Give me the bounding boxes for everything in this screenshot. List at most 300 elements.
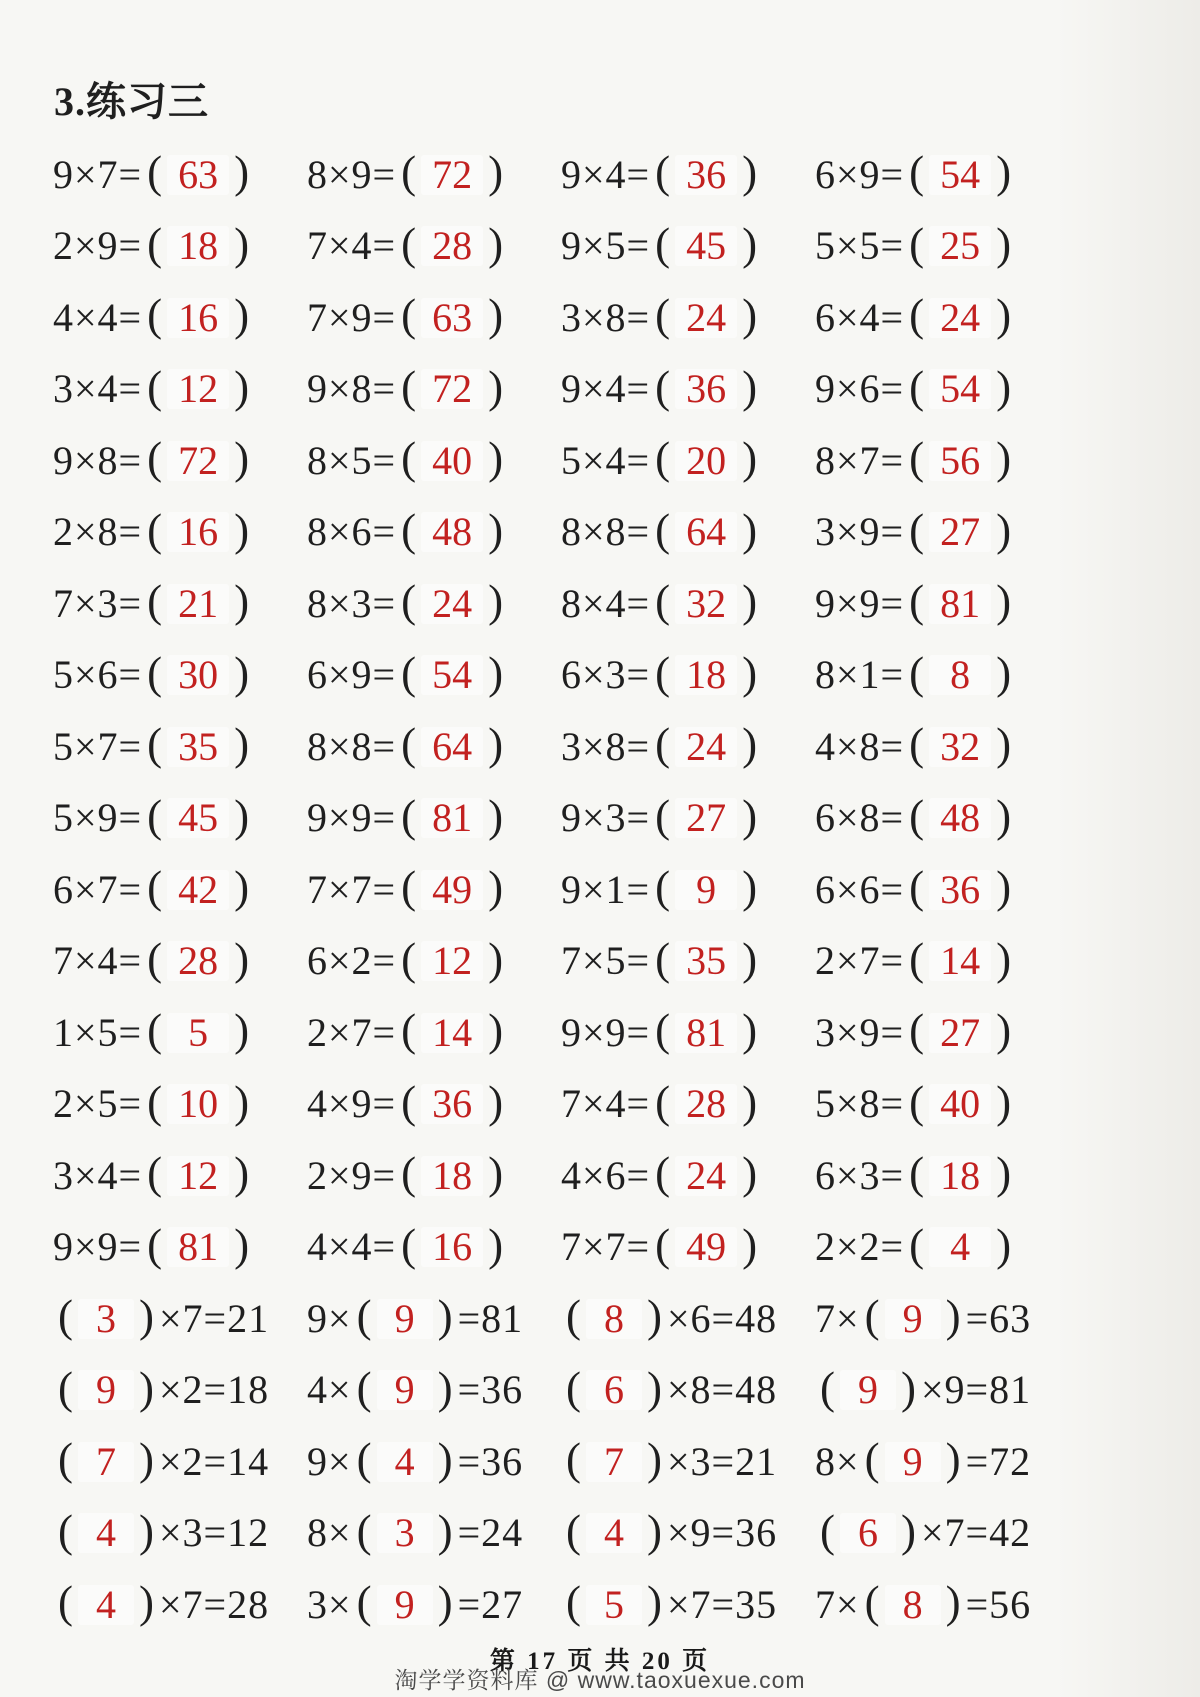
problem-expression: 7×3=	[53, 580, 143, 626]
close-paren-icon: )	[488, 290, 504, 341]
problem-answer: 18	[421, 1156, 483, 1196]
open-paren-icon: (	[356, 1434, 372, 1485]
fill-post-expression: ×3=12	[159, 1510, 270, 1556]
problem-expression: 5×5=	[815, 223, 905, 269]
fill-blank-item	[561, 1505, 815, 1556]
problem-answer: 18	[675, 655, 737, 695]
problem-expression: 4×8=	[815, 723, 905, 769]
problem-expression: 9×9=	[307, 795, 397, 841]
blank-answer: 7	[586, 1442, 642, 1482]
open-paren-icon: (	[909, 1076, 925, 1127]
problem-answer: 4	[929, 1227, 991, 1267]
close-paren-icon: )	[996, 1148, 1012, 1199]
close-paren-icon: )	[139, 1577, 154, 1628]
close-paren-icon: )	[234, 1148, 250, 1199]
problem-answer: 27	[929, 1013, 991, 1053]
problem-answer: 5	[167, 1013, 229, 1053]
problem-answer: 16	[167, 512, 229, 552]
fill-blank-item	[815, 1291, 1069, 1342]
close-paren-icon: )	[488, 218, 504, 269]
problem-expression: 5×9=	[53, 795, 143, 841]
problem-answer: 81	[421, 798, 483, 838]
problem-row	[53, 854, 1163, 926]
close-paren-icon: )	[234, 290, 250, 341]
problem-expression: 8×7=	[815, 437, 905, 483]
problem-expression: 2×7=	[307, 1009, 397, 1055]
close-paren-icon: )	[647, 1291, 662, 1342]
watermark: 淘学学资料库 @ www.taoxuexue.com	[394, 1667, 806, 1693]
problem-answer: 14	[929, 941, 991, 981]
open-paren-icon: (	[147, 576, 163, 627]
fill-post-expression: =27	[457, 1581, 524, 1627]
problem-expression: 7×7=	[307, 866, 397, 912]
close-paren-icon: )	[945, 1577, 961, 1628]
close-paren-icon: )	[945, 1434, 961, 1485]
fill-pre-expression: 7×	[815, 1295, 860, 1341]
problem-item	[561, 433, 815, 484]
problem-answer: 40	[421, 441, 483, 481]
close-paren-icon: )	[234, 218, 250, 269]
problem-expression: 9×9=	[815, 580, 905, 626]
close-paren-icon: )	[996, 647, 1012, 698]
problem-expression: 2×9=	[53, 223, 143, 269]
problem-item	[561, 361, 815, 412]
open-paren-icon: (	[655, 576, 671, 627]
open-paren-icon: (	[401, 1005, 417, 1056]
open-paren-icon: (	[58, 1291, 73, 1342]
blank-answer: 4	[586, 1513, 642, 1553]
open-paren-icon: (	[909, 1219, 925, 1270]
problem-expression: 9×1=	[561, 866, 651, 912]
problem-item	[307, 147, 561, 198]
problem-expression: 7×4=	[307, 223, 397, 269]
problem-item	[53, 1076, 307, 1127]
problem-answer: 18	[929, 1156, 991, 1196]
problem-answer: 56	[929, 441, 991, 481]
open-paren-icon: (	[401, 576, 417, 627]
fill-post-expression: =56	[965, 1581, 1032, 1627]
problem-answer: 32	[929, 727, 991, 767]
close-paren-icon: )	[234, 1005, 250, 1056]
problem-answer: 36	[929, 870, 991, 910]
close-paren-icon: )	[742, 790, 758, 841]
open-paren-icon: (	[655, 218, 671, 269]
problem-item	[307, 1148, 561, 1199]
problem-answer: 12	[421, 941, 483, 981]
open-paren-icon: (	[655, 1219, 671, 1270]
open-paren-icon: (	[909, 433, 925, 484]
fill-pre-expression: 9×	[307, 1438, 352, 1484]
open-paren-icon: (	[909, 290, 925, 341]
fill-blank-item	[307, 1362, 561, 1413]
open-paren-icon: (	[655, 1076, 671, 1127]
fill-pre-expression: 4×	[307, 1367, 352, 1413]
problem-expression: 8×8=	[307, 723, 397, 769]
open-paren-icon: (	[909, 719, 925, 770]
fill-post-expression: =36	[457, 1367, 524, 1413]
open-paren-icon: (	[655, 1148, 671, 1199]
open-paren-icon: (	[401, 719, 417, 770]
problem-item	[561, 719, 815, 770]
fill-blank-item	[307, 1577, 561, 1628]
open-paren-icon: (	[655, 719, 671, 770]
problem-item	[561, 647, 815, 698]
problem-expression: 2×2=	[815, 1224, 905, 1270]
problem-answer: 64	[421, 727, 483, 767]
open-paren-icon: (	[147, 504, 163, 555]
problem-expression: 7×7=	[561, 1224, 651, 1270]
blank-answer: 9	[377, 1585, 433, 1625]
open-paren-icon: (	[401, 218, 417, 269]
close-paren-icon: )	[488, 719, 504, 770]
problem-expression: 6×2=	[307, 938, 397, 984]
open-paren-icon: (	[566, 1505, 581, 1556]
close-paren-icon: )	[234, 719, 250, 770]
problem-item	[561, 290, 815, 341]
problem-row	[53, 282, 1163, 354]
fill-blank-item	[53, 1505, 307, 1556]
fill-pre-expression: 8×	[815, 1438, 860, 1484]
fill-blank-item	[53, 1362, 307, 1413]
open-paren-icon: (	[401, 933, 417, 984]
problem-answer: 24	[675, 1156, 737, 1196]
close-paren-icon: )	[647, 1505, 662, 1556]
problem-item	[53, 933, 307, 984]
problem-item	[561, 218, 815, 269]
problem-row	[53, 926, 1163, 998]
open-paren-icon: (	[909, 790, 925, 841]
problem-answer: 30	[167, 655, 229, 695]
close-paren-icon: )	[996, 218, 1012, 269]
fill-blank-row	[53, 1498, 1163, 1570]
problem-expression: 2×9=	[307, 1152, 397, 1198]
blank-answer: 3	[78, 1299, 134, 1339]
problem-expression: 4×6=	[561, 1152, 651, 1198]
problem-answer: 54	[929, 369, 991, 409]
open-paren-icon: (	[655, 933, 671, 984]
problem-answer: 24	[929, 298, 991, 338]
problem-answer: 10	[167, 1084, 229, 1124]
problem-item	[53, 647, 307, 698]
close-paren-icon: )	[996, 576, 1012, 627]
problem-item	[307, 290, 561, 341]
close-paren-icon: )	[647, 1434, 662, 1485]
problem-answer: 16	[167, 298, 229, 338]
open-paren-icon: (	[401, 790, 417, 841]
problem-item	[561, 1219, 815, 1270]
close-paren-icon: )	[234, 862, 250, 913]
problem-row	[53, 1069, 1163, 1141]
problem-answer: 8	[929, 655, 991, 695]
problem-expression: 9×3=	[561, 795, 651, 841]
problem-item	[307, 719, 561, 770]
problem-answer: 63	[421, 298, 483, 338]
problem-answer: 72	[167, 441, 229, 481]
close-paren-icon: )	[139, 1362, 154, 1413]
close-paren-icon: )	[488, 504, 504, 555]
blank-answer: 8	[586, 1299, 642, 1339]
problem-item	[815, 1005, 1069, 1056]
problem-answer: 54	[421, 655, 483, 695]
close-paren-icon: )	[996, 790, 1012, 841]
open-paren-icon: (	[147, 1005, 163, 1056]
fill-post-expression: ×9=81	[921, 1367, 1032, 1413]
problem-item	[561, 147, 815, 198]
problem-expression: 6×3=	[815, 1152, 905, 1198]
close-paren-icon: )	[996, 290, 1012, 341]
open-paren-icon: (	[864, 1434, 880, 1485]
fill-blank-item	[53, 1577, 307, 1628]
close-paren-icon: )	[488, 433, 504, 484]
fill-post-expression: ×7=35	[667, 1581, 778, 1627]
problem-expression: 6×9=	[815, 151, 905, 197]
problem-row	[53, 354, 1163, 426]
problem-item	[307, 1219, 561, 1270]
problem-item	[815, 647, 1069, 698]
problem-answer: 14	[421, 1013, 483, 1053]
open-paren-icon: (	[147, 147, 163, 198]
open-paren-icon: (	[147, 361, 163, 412]
problem-row	[53, 783, 1163, 855]
problem-item	[307, 1005, 561, 1056]
problem-item	[561, 504, 815, 555]
problem-answer: 45	[167, 798, 229, 838]
blank-answer: 9	[885, 1299, 941, 1339]
open-paren-icon: (	[909, 862, 925, 913]
close-paren-icon: )	[742, 290, 758, 341]
blank-answer: 6	[840, 1513, 896, 1553]
problem-expression: 3×9=	[815, 1009, 905, 1055]
problem-expression: 6×7=	[53, 866, 143, 912]
close-paren-icon: )	[996, 719, 1012, 770]
fill-blank-item	[815, 1505, 1069, 1556]
open-paren-icon: (	[909, 576, 925, 627]
problem-answer: 35	[167, 727, 229, 767]
fill-post-expression: =63	[965, 1295, 1032, 1341]
fill-blank-row	[53, 1426, 1163, 1498]
fill-blank-row	[53, 1355, 1163, 1427]
close-paren-icon: )	[488, 933, 504, 984]
problem-answer: 12	[167, 1156, 229, 1196]
problem-answer: 63	[167, 155, 229, 195]
problem-expression: 9×8=	[307, 366, 397, 412]
close-paren-icon: )	[139, 1505, 154, 1556]
problem-expression: 7×9=	[307, 294, 397, 340]
close-paren-icon: )	[139, 1291, 154, 1342]
problem-expression: 9×4=	[561, 366, 651, 412]
problem-answer: 24	[675, 727, 737, 767]
open-paren-icon: (	[401, 433, 417, 484]
problem-answer: 27	[929, 512, 991, 552]
problem-answer: 12	[167, 369, 229, 409]
close-paren-icon: )	[488, 1076, 504, 1127]
close-paren-icon: )	[488, 1219, 504, 1270]
close-paren-icon: )	[945, 1291, 961, 1342]
problem-expression: 3×8=	[561, 294, 651, 340]
fill-blank-item	[53, 1434, 307, 1485]
fill-post-expression: =24	[457, 1510, 524, 1556]
close-paren-icon: )	[234, 1076, 250, 1127]
open-paren-icon: (	[58, 1434, 73, 1485]
close-paren-icon: )	[234, 147, 250, 198]
problem-expression: 4×9=	[307, 1081, 397, 1127]
fill-pre-expression: 3×	[307, 1581, 352, 1627]
problem-item	[815, 1148, 1069, 1199]
close-paren-icon: )	[742, 1005, 758, 1056]
close-paren-icon: )	[742, 1076, 758, 1127]
open-paren-icon: (	[401, 1219, 417, 1270]
problems-grid	[53, 139, 1163, 1283]
close-paren-icon: )	[234, 790, 250, 841]
close-paren-icon: )	[437, 1434, 453, 1485]
problem-expression: 8×3=	[307, 580, 397, 626]
close-paren-icon: )	[742, 504, 758, 555]
open-paren-icon: (	[909, 147, 925, 198]
problem-answer: 81	[929, 584, 991, 624]
close-paren-icon: )	[742, 433, 758, 484]
blank-answer: 3	[377, 1513, 433, 1553]
problem-expression: 8×8=	[561, 509, 651, 555]
problem-item	[53, 862, 307, 913]
problem-expression: 6×9=	[307, 652, 397, 698]
problem-answer: 40	[929, 1084, 991, 1124]
problem-answer: 27	[675, 798, 737, 838]
problem-expression: 6×6=	[815, 866, 905, 912]
close-paren-icon: )	[437, 1577, 453, 1628]
problem-item	[561, 1076, 815, 1127]
fill-post-expression: =81	[457, 1295, 524, 1341]
problem-answer: 81	[167, 1227, 229, 1267]
open-paren-icon: (	[58, 1505, 73, 1556]
problem-item	[307, 576, 561, 627]
problem-expression: 7×5=	[561, 938, 651, 984]
close-paren-icon: )	[488, 147, 504, 198]
problem-item	[815, 290, 1069, 341]
blank-answer: 9	[377, 1299, 433, 1339]
problem-answer: 49	[675, 1227, 737, 1267]
close-paren-icon: )	[996, 504, 1012, 555]
problem-answer: 72	[421, 369, 483, 409]
fill-blank-row	[53, 1569, 1163, 1641]
open-paren-icon: (	[147, 1076, 163, 1127]
open-paren-icon: (	[655, 147, 671, 198]
problem-answer: 9	[675, 870, 737, 910]
problem-expression: 5×7=	[53, 723, 143, 769]
close-paren-icon: )	[234, 433, 250, 484]
open-paren-icon: (	[909, 218, 925, 269]
blank-answer: 9	[840, 1370, 896, 1410]
blank-answer: 4	[78, 1513, 134, 1553]
problem-expression: 7×4=	[561, 1081, 651, 1127]
problem-expression: 3×8=	[561, 723, 651, 769]
fill-blank-item	[815, 1577, 1069, 1628]
problem-answer: 48	[929, 798, 991, 838]
close-paren-icon: )	[742, 647, 758, 698]
blank-answer: 8	[885, 1585, 941, 1625]
close-paren-icon: )	[488, 1148, 504, 1199]
open-paren-icon: (	[820, 1362, 835, 1413]
problem-answer: 28	[421, 226, 483, 266]
problem-item	[815, 862, 1069, 913]
problem-expression: 6×3=	[561, 652, 651, 698]
problem-item	[561, 1148, 815, 1199]
problem-item	[561, 933, 815, 984]
fill-blank-item	[561, 1434, 815, 1485]
open-paren-icon: (	[909, 361, 925, 412]
fill-blank-item	[307, 1505, 561, 1556]
fill-post-expression: ×7=42	[921, 1510, 1032, 1556]
open-paren-icon: (	[655, 433, 671, 484]
open-paren-icon: (	[655, 504, 671, 555]
open-paren-icon: (	[401, 290, 417, 341]
problem-expression: 2×5=	[53, 1081, 143, 1127]
open-paren-icon: (	[820, 1505, 835, 1556]
open-paren-icon: (	[356, 1505, 372, 1556]
open-paren-icon: (	[356, 1362, 372, 1413]
problem-answer: 72	[421, 155, 483, 195]
fill-blank-item	[815, 1434, 1069, 1485]
open-paren-icon: (	[147, 647, 163, 698]
problem-answer: 45	[675, 226, 737, 266]
problem-expression: 3×4=	[53, 1152, 143, 1198]
close-paren-icon: )	[234, 647, 250, 698]
problem-answer: 20	[675, 441, 737, 481]
open-paren-icon: (	[566, 1577, 581, 1628]
close-paren-icon: )	[488, 576, 504, 627]
problem-answer: 64	[675, 512, 737, 552]
problem-item	[815, 361, 1069, 412]
problem-item	[561, 1005, 815, 1056]
problem-answer: 81	[675, 1013, 737, 1053]
problem-expression: 9×4=	[561, 151, 651, 197]
problem-answer: 32	[675, 584, 737, 624]
problem-answer: 28	[675, 1084, 737, 1124]
problem-row	[53, 425, 1163, 497]
problem-answer: 36	[675, 369, 737, 409]
close-paren-icon: )	[742, 361, 758, 412]
close-paren-icon: )	[901, 1362, 916, 1413]
blank-answer: 7	[78, 1442, 134, 1482]
open-paren-icon: (	[147, 933, 163, 984]
close-paren-icon: )	[742, 1219, 758, 1270]
problem-item	[53, 576, 307, 627]
open-paren-icon: (	[909, 647, 925, 698]
problem-item	[53, 1005, 307, 1056]
fill-post-expression: =72	[965, 1438, 1032, 1484]
problem-item	[815, 1076, 1069, 1127]
problem-item	[815, 504, 1069, 555]
open-paren-icon: (	[864, 1291, 880, 1342]
problem-item	[53, 504, 307, 555]
problem-expression: 4×4=	[53, 294, 143, 340]
fill-post-expression: ×2=14	[159, 1438, 270, 1484]
problem-item	[815, 933, 1069, 984]
problem-item	[53, 790, 307, 841]
problem-answer: 42	[167, 870, 229, 910]
open-paren-icon: (	[655, 1005, 671, 1056]
open-paren-icon: (	[401, 1148, 417, 1199]
close-paren-icon: )	[742, 862, 758, 913]
problem-answer: 54	[929, 155, 991, 195]
close-paren-icon: )	[901, 1505, 916, 1556]
blank-answer: 6	[586, 1370, 642, 1410]
open-paren-icon: (	[356, 1291, 372, 1342]
problem-item	[53, 1148, 307, 1199]
problem-item	[307, 433, 561, 484]
close-paren-icon: )	[647, 1362, 662, 1413]
close-paren-icon: )	[742, 576, 758, 627]
close-paren-icon: )	[139, 1434, 154, 1485]
